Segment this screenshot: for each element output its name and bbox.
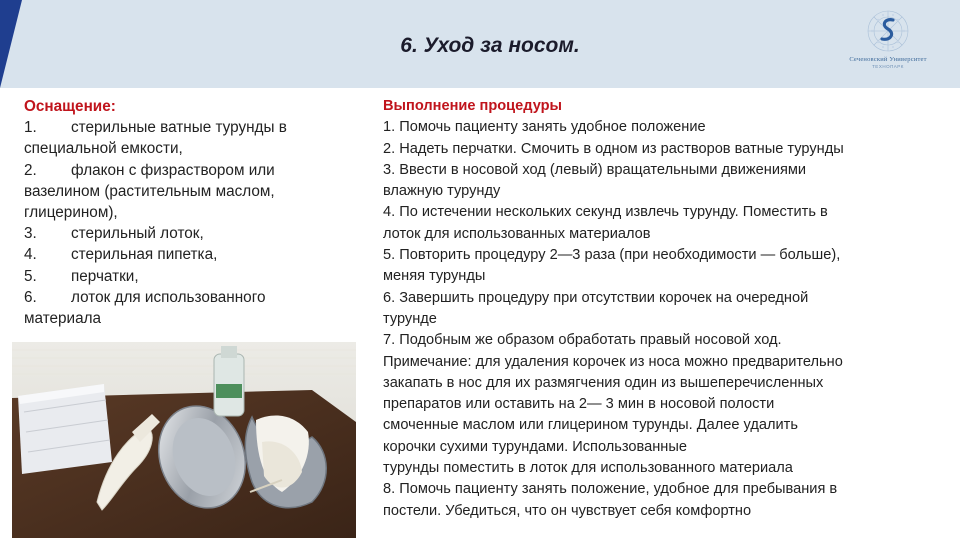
procedure-line: меняя турунды	[383, 268, 486, 285]
university-logo	[838, 8, 938, 83]
equipment-heading: Оснащение:	[24, 98, 116, 115]
procedure-line: смоченные маслом или глицерином турунды. Далее удалить	[383, 417, 798, 434]
procedure-heading: Выполнение процедуры	[383, 98, 563, 114]
procedure-line: 2. Надеть перчатки. Смочить в одном из растворов ватные турунды	[383, 140, 844, 157]
equipment-item-text: стерильная пипетка,	[71, 246, 218, 264]
equipment-item-text: лоток для использованного	[71, 288, 266, 306]
slide-header	[0, 0, 960, 88]
procedure-section	[383, 96, 955, 522]
logo-university-name: Сеченовский Университет	[849, 56, 927, 63]
equipment-item-number: 3.	[24, 225, 37, 243]
equipment-item-text: стерильные ватные турунды в	[71, 119, 287, 137]
procedure-line: 6. Завершить процедуру при отсутствии корочек на очередной	[383, 289, 809, 306]
procedure-line: 1. Помочь пациенту занять удобное положение	[383, 119, 706, 136]
slide-title: 6. Уход за носом.	[400, 34, 580, 57]
equipment-item-text: флакон с физраствором или	[71, 161, 275, 179]
equipment-item-continuation: материала	[24, 310, 102, 328]
procedure-line: постели. Убедиться, что он чувствует себя комфортно	[383, 502, 752, 519]
equipment-photo-illustration	[12, 342, 356, 538]
equipment-item	[24, 160, 354, 224]
procedure-line: влажную турунду	[383, 183, 501, 200]
logo-subtitle: ТЕХНОПАРК	[872, 64, 904, 69]
equipment-item	[24, 287, 354, 329]
procedure-line: турунды поместить в лоток для использованного материала	[383, 460, 793, 477]
equipment-item-text: стерильный лоток,	[71, 225, 204, 243]
procedure-line: 4. По истечении нескольких секунд извлечь турунду. Поместить в	[383, 204, 828, 221]
procedure-line: закапать в нос для их размягчения один из вышеперечисленных	[383, 374, 824, 391]
equipment-item-number: 4.	[24, 246, 37, 264]
procedure-line: 5. Повторить процедуру 2—3 раза (при необходимости — больше),	[383, 247, 841, 264]
equipment-photo	[12, 342, 356, 538]
equipment-item-continuation: вазелином (растительным маслом, глицерином),	[24, 182, 275, 222]
equipment-item	[24, 117, 354, 159]
equipment-item-number: 1.	[24, 119, 37, 137]
equipment-section	[24, 96, 354, 329]
equipment-item-number: 2.	[24, 161, 37, 179]
procedure-line: 8. Помочь пациенту занять положение, удобное для пребывания в	[383, 481, 838, 498]
equipment-item-continuation: специальной емкости,	[24, 140, 183, 158]
equipment-item-number: 5.	[24, 267, 37, 285]
procedure-line: лоток для использованных материалов	[383, 225, 651, 242]
equipment-item	[24, 266, 354, 287]
equipment-item	[24, 244, 354, 265]
procedure-line: препаратов или оставить на 2— 3 мин в носовой полости	[383, 396, 775, 413]
procedure-line: турунде	[383, 310, 437, 327]
equipment-item-text: перчатки,	[71, 267, 139, 285]
equipment-item	[24, 223, 354, 244]
equipment-item-number: 6.	[24, 288, 37, 306]
procedure-line: корочки сухими турундами. Использованные	[383, 438, 687, 455]
logo-emblem-icon	[860, 8, 916, 54]
procedure-line: 7. Подобным же образом обработать правый носовой ход.	[383, 332, 782, 349]
procedure-line: Примечание: для удаления корочек из носа можно предварительно	[383, 353, 843, 370]
procedure-line: 3. Ввести в носовой ход (левый) вращательными движениями	[383, 161, 807, 178]
